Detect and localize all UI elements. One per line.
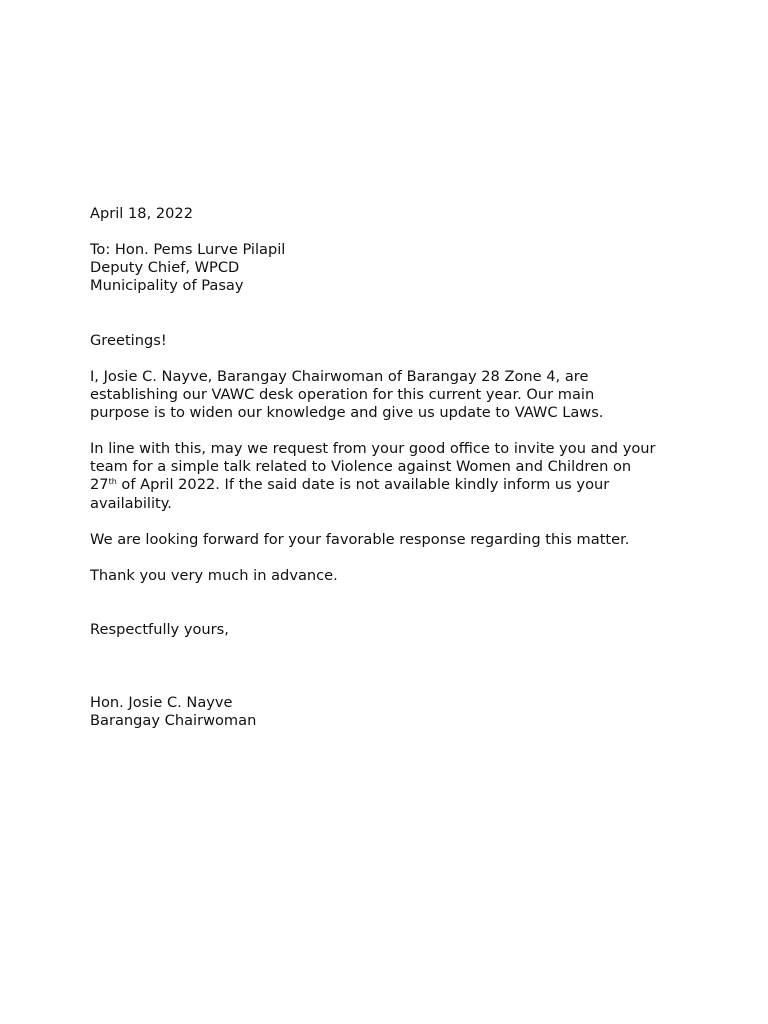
spacer xyxy=(90,223,690,241)
recipient-municipality: Municipality of Pasay xyxy=(90,277,244,295)
signature-space xyxy=(90,639,690,693)
spacer xyxy=(90,295,690,331)
recipient-block xyxy=(90,241,690,295)
signatory-title: Barangay Chairwoman xyxy=(90,711,257,729)
greeting: Greetings! xyxy=(90,331,167,349)
paragraph-line: establishing our VAWC desk operation for this current year. Our main xyxy=(90,385,595,403)
paragraph-request xyxy=(90,440,690,512)
letter-date: April 18, 2022 xyxy=(90,205,193,222)
signatory-name: Hon. Josie C. Nayve xyxy=(90,693,233,711)
paragraph-line-date xyxy=(90,476,690,494)
spacer xyxy=(90,585,690,621)
paragraph-introduction xyxy=(90,368,690,422)
spacer xyxy=(90,513,690,531)
paragraph-line: In line with this, may we request from your good office to invite you and your xyxy=(90,440,656,458)
paragraph-line: I, Josie C. Nayve, Barangay Chairwoman of Barangay 28 Zone 4, are xyxy=(90,367,589,385)
paragraph-response: We are looking forward for your favorable response regarding this matter. xyxy=(90,530,630,548)
spacer xyxy=(90,422,690,440)
closing: Respectfully yours, xyxy=(90,621,229,639)
signature-block xyxy=(90,694,690,730)
paragraph-line: team for a simple talk related to Violence against Women and Children on xyxy=(90,458,632,476)
date-ordinal-suffix: th xyxy=(108,477,117,487)
paragraph-line: availability. xyxy=(90,494,172,512)
date-day: 27 xyxy=(90,476,109,494)
spacer xyxy=(90,350,690,368)
recipient-position: Deputy Chief, WPCD xyxy=(90,259,240,277)
paragraph-thanks: Thank you very much in advance. xyxy=(90,566,338,584)
spacer xyxy=(90,549,690,567)
paragraph-line: purpose is to widen our knowledge and give us update to VAWC Laws. xyxy=(90,404,604,422)
date-rest: of April 2022. If the said date is not available kindly inform us your xyxy=(116,476,610,494)
letter-body xyxy=(90,205,690,730)
recipient-to-line: To: Hon. Pems Lurve Pilapil xyxy=(90,241,286,259)
